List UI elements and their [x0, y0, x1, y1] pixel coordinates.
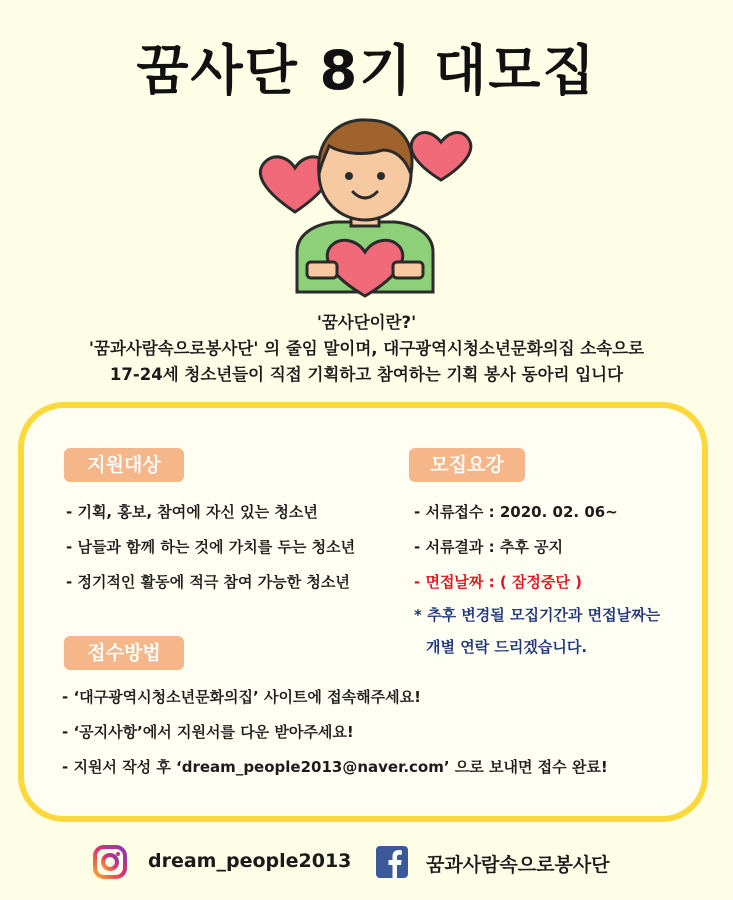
recruitment-item-interview: - 면접날짜 : ( 잠정중단 )	[414, 573, 582, 591]
recruitment-item: - 서류접수 : 2020. 02. 06~	[414, 503, 618, 521]
application-item: - ‘대구광역시청소년문화의집’ 사이트에 접속해주세요!	[62, 688, 421, 706]
eligibility-heading: 지원대상	[64, 448, 184, 482]
instagram-icon[interactable]	[92, 844, 128, 880]
application-item: - 지원서 작성 후 ‘dream_people2013@naver.com’ 으로 보내면 접수 완료!	[62, 758, 608, 776]
recruitment-note-line-2: 개별 연락 드리겠습니다.	[426, 638, 588, 656]
poster-title: 꿈사단 8기 대모집	[136, 39, 597, 102]
intro-line-3: 17-24세 청소년들이 직접 기획하고 참여하는 기획 봉사 동아리 입니다	[109, 365, 624, 384]
eligibility-item: - 남들과 함께 하는 것에 가치를 두는 청소년	[66, 538, 356, 556]
facebook-icon[interactable]	[376, 846, 408, 878]
recruitment-note-line-1: * 추후 변경될 모집기간과 면접날짜는	[414, 606, 661, 624]
intro-text	[0, 310, 733, 388]
eligibility-item: - 정기적인 활동에 적극 참여 가능한 청소년	[66, 573, 350, 591]
recruitment-item: - 서류결과 : 추후 공지	[414, 538, 564, 556]
intro-line-1: '꿈사단이란?'	[316, 313, 417, 332]
footer-social	[0, 842, 733, 882]
info-card	[18, 402, 708, 822]
application-heading: 접수방법	[64, 636, 184, 670]
facebook-page-name[interactable]: 꿈과사람속으로봉사단	[426, 854, 610, 876]
application-item: - ‘공지사항’에서 지원서를 다운 받아주세요!	[62, 723, 354, 741]
eligibility-item: - 기획, 홍보, 참여에 자신 있는 청소년	[66, 503, 318, 521]
volunteer-heart-illustration	[255, 112, 475, 302]
intro-line-2: '꿈과사람속으로봉사단' 의 줄임 말이며, 대구광역시청소년문화의집 소속으로	[88, 339, 645, 358]
instagram-handle[interactable]: dream_people2013	[148, 850, 352, 872]
right-heart-icon	[411, 133, 471, 180]
recruitment-heading: 모집요강	[409, 448, 525, 482]
